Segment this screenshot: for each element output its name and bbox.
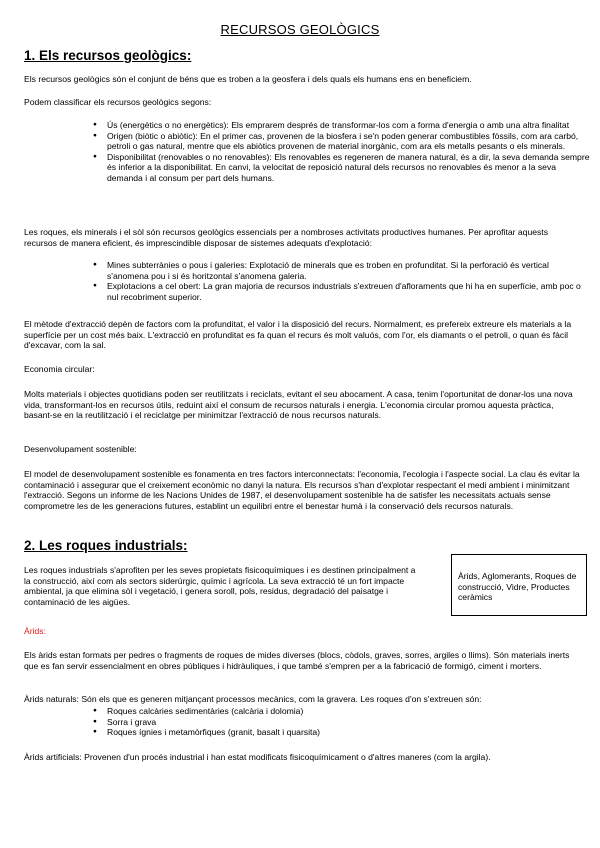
list-item: ● Sorra i grava	[93, 717, 573, 728]
section-1-intro: Els recursos geològics són el conjunt de béns que es troben a la geosfera i dels quals els humans ens en beneficiem.	[24, 74, 472, 84]
section-1-heading: 1. Els recursos geològics:	[24, 48, 192, 63]
natural-aggregates-list	[93, 706, 573, 738]
list-item: ● Ús (energètics o no energètics): Els emprarem després de transformar-los com a forma d'energia o amb una altra finalitat	[93, 120, 591, 131]
extraction-method-paragraph: El mètode d'extracció depèn de factors com la profunditat, el valor i la disposició del recurs. Normalment, es prefereix extreure els materials a la superfície per un cost més baix. L'extracció en profunditat es fa quan el recurs és molt valuós, com l'or, els diamants o el petroli, o quan és fàcil d'excavar, com la sal.	[24, 319, 572, 351]
list-item: ● Roques ígnies i metamòrfiques (granit, basalt i quarsita)	[93, 727, 573, 738]
document-title: RECURSOS GEOLÒGICS	[220, 22, 380, 37]
circular-economy-paragraph: Molts materials i objectes quotidians poden ser reutilitzats i reciclats, evitant el seu abocament. A casa, tenim l'oportunitat de donar-los una nova vida, transformant-los en recursos útils, reduint així el consum de recursos naturals i energia. L'economia circular promou aquesta pràctica, basant-se en la reutilització i el reciclatge per minimitzar l'extracció de nous recursos naturals.	[24, 389, 573, 421]
list-item: ● Explotacions a cel obert: La gran majoria de recursos industrials s'extreuen d'afloraments que hi ha en superfície, amb poc o nul recobriment superior.	[93, 281, 591, 302]
list-item: ● Mines subterrànies o pous i galeries: Explotació de minerals que es troben en profunditat. Si la perforació és vertical s'anomena pou i si és horitzontal s'anomena galeria.	[93, 260, 591, 281]
rock-types-box: Àrids, Aglomerants, Roques de construcció, Vidre, Productes ceràmics	[451, 554, 587, 616]
aridos-label: Àrids:	[24, 626, 46, 636]
section-2-intro: Les roques industrials s'aprofiten per les seves propietats fisicoquímiques i es destinen principalment a la construcció, així com als sectors siderúrgic, químic i agrícola. La seva extracció té un fort impacte ambiental, ja que elimina sòl i vegetació, i genera soroll, pols, residus, degradació del paisatge i contaminació de les aigües.	[24, 565, 416, 607]
rocks-paragraph: Les roques, els minerals i el sòl són recursos geològics essencials per a nombroses activitats productives humanes. Per aprofitar aquests recursos de manera eficient, és imprescindible disposar de sistemes adequats d'explotació:	[24, 227, 548, 248]
classify-intro: Podem classificar els recursos geològics segons:	[24, 97, 212, 107]
sustainable-development-label: Desenvolupament sostenible:	[24, 444, 137, 454]
section-2-heading: 2. Les roques industrials:	[24, 538, 188, 553]
list-item: ● Roques calcàries sedimentàries (calcària i dolomia)	[93, 706, 573, 717]
circular-economy-label: Economia circular:	[24, 364, 95, 374]
sustainable-development-paragraph: El model de desenvolupament sostenible es fonamenta en tres factors interconnectats: l'economia, l'ecologia i l'aspecte social. La clau és evitar la contaminació i assegurar que el creixement econòmic no danyi la natura. Els recursos s'han d'explotar respectant el medi ambient i minimitzant l'extracció. Segons un informe de les Nacions Unides de 1987, el desenvolupament sostenible ha de satisfer les necessitats actuals sense comprometre les de les generacions futures, establint un equilibri entre el benestar humà i la conservació dels recursos naturals.	[24, 469, 580, 511]
natural-aggregates-paragraph: Àrids naturals: Són els que es generen mitjançant processos mecànics, com la gravera. Les roques d'on s'extreuen són:	[24, 694, 482, 704]
list-item: ● Origen (biòtic o abiòtic): En el primer cas, provenen de la biosfera i se'n poden generar combustibles fòssils, com ara carbó, petroli o gas natural, mentre que els abiòtics provenen de material inorgànic, com ara els metalls pesants o els minerals.	[93, 131, 591, 152]
classification-list	[93, 120, 591, 184]
list-item: ● Disponibilitat (renovables o no renovables): Els renovables es regeneren de manera natural, és a dir, la seva demanda sempre és inferior a la disponibilitat. En canvi, la velocitat de reposició natural dels recursos no renovables és menor a la seva demanda i al consum per part dels humans.	[93, 152, 591, 184]
artificial-aggregates-paragraph: Àrids artificials: Provenen d'un procés industrial i han estat modificats fisicoquímicament o d'altres maneres (com la argila).	[24, 752, 491, 762]
aridos-paragraph: Els àrids estan formats per pedres o fragments de roques de mides diverses (blocs, còdols, graves, sorres, argiles o llims). Són materials inerts que es fan servir essencialment en obres públiques i hidràuliques, i que també s'empren per a la fabricació de formigó, ciment i morters.	[24, 650, 570, 671]
exploitation-list	[93, 260, 591, 302]
